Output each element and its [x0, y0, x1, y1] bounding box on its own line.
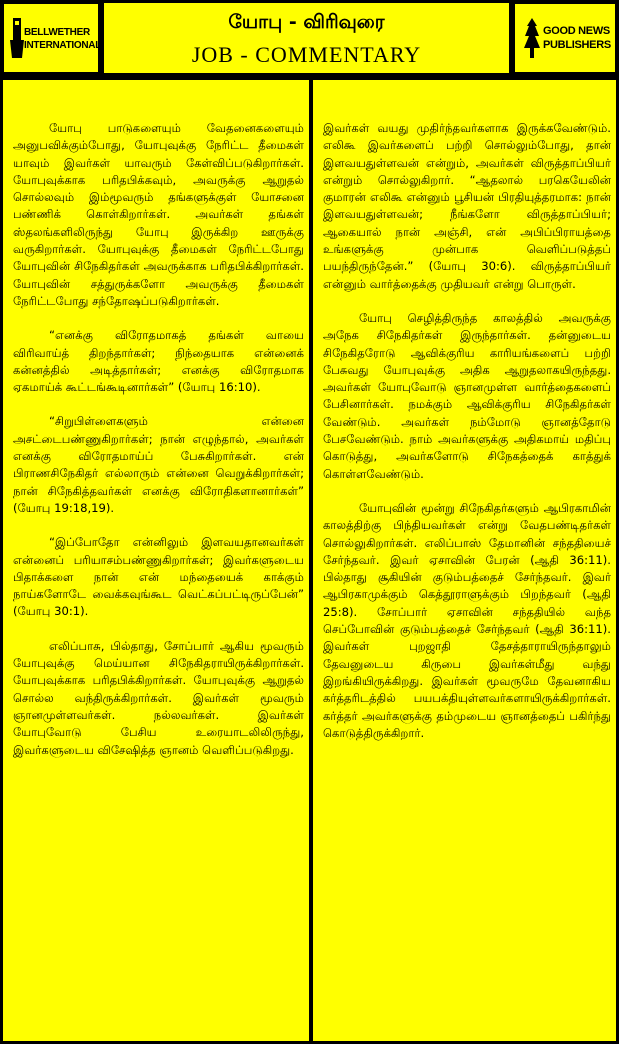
title-box [104, 3, 509, 73]
bellwether-logo [3, 3, 102, 73]
right-paragraph-2: யோபு செழித்திருந்த காலத்தில் அவருக்கு அநேக சிநேகிதர்கள் இருந்தார்கள். தன்னுடைய சிநேகிதரோடு ஆவிக்குரிய காரியங்களைப் பற்றி பேசுவது யோபுவுக்கு அதிக ஆறுதலாகயிருந்தது. அவர்கள் யோபுவோடு ஞானமுள்ள வார்த்தைகளைப் பேசினார்கள். நமக்கும் ஆவிக்குரிய சிநேகிதர்கள் வேண்டும். அவர்கள் நம்மோடு ஞானத்தோடு பேசவேண்டும். நாம் அவர்களுக்கு அதிகமாய் மதிப்பு கொடுத்து, அவர்களோடு சிநேகத்தைக் காத்துக் கொள்ளவேண்டும். [323, 310, 611, 481]
right-column [313, 80, 616, 1041]
left-paragraph-3: “சிறுபிள்ளைகளும் என்னை அசட்டைபண்ணுகிறார்கள்; நான் எழுந்தால், அவர்கள் எனக்கு விரோதமாய்ப் பேசுகிறார்கள். என் பிராணசிநேகிதர் எல்லாரும் என்னை வெறுக்கிறார்கள்; நான் சிநேகித்தவர்கள் எனக்கு விரோதிகளானார்கள்” (யோபு 19:18,19). [13, 414, 304, 515]
page-title-tamil: யோபு - விரிவுரை [228, 11, 385, 33]
good-news-line2: PUBLISHERS [543, 39, 611, 51]
right-paragraph-3: யோபுவின் மூன்று சிநேகிதர்களும் ஆபிரகாமின் காலத்திற்கு பிந்தியவர்கள் என்று வேதபண்டிதர்கள் சொல்லுகிறார்கள். எலிப்பாஸ் தேமானின் சந்ததியைச் சேர்ந்தவர். இவர் ஏசாவின் பேரன் (ஆதி 36:11). பில்தாது சூகியின் குடும்பத்தைச் சேர்ந்தவர். இவர் ஆபிரகாமுக்கும் கெத்தூராளுக்கும் பிறந்தவர் (ஆதி 25:8). சோப்பார் ஏசாவின் சந்ததியில் வந்த செப்போவின் குடும்பத்தைச் சேர்ந்தவர் (ஆதி 36:11). இவர்கள் புறஜாதி தேசத்தாராயிருந்தாலும் தேவனுடைய கிருபை இவர்கள்மீது வந்து இறங்கியிருக்கிறது. இவர்கள் மூவருமே தேவனாகிய கர்த்தரிடத்தில் பயபக்தியுள்ளவர்களாயிருக்கிறார்கள். கர்த்தர் அவர்களுக்கு தம்முடைய ஞானத்தைப் பகிர்ந்து கொடுத்திருக்கிறார். [323, 500, 611, 740]
good-news-logo [514, 3, 616, 73]
left-paragraph-5: எலிப்பாசு, பில்தாது, சோப்பார் ஆகிய மூவரும் யோபுவுக்கு மெய்யான சிநேகிதராயிருக்கிறார்கள். யோபுவுக்காக பரிதபிக்கிறார்கள். யோபுவுக்கு ஆறுதல் சொல்ல வந்திருக்கிறார்கள். இவர்கள் மூவரும் ஞானமுள்ளவர்கள். நல்லவர்கள். இவர்கள் யோபுவோடு பேசிய உரையாடலிலிருந்து, இவர்களுடைய விசேஷித்த ஞானம் வெளிப்படுகிறது. [13, 638, 304, 757]
left-paragraph-2: “எனக்கு விரோதமாகத் தங்கள் வாயை விரிவாய்த் திறந்தார்கள்; நிந்தையாக என்னைக் கன்னத்தில் அடித்தார்கள்; எனக்கு விரோதமாக ஏகமாய்க் கூட்டங்கூடினார்கள்” (யோபு 16:10). [13, 328, 304, 395]
good-news-logo-text [543, 24, 611, 52]
page-title-english: JOB - COMMENTARY [191, 42, 422, 67]
bellwether-line1: BELLWETHER [24, 27, 90, 38]
bellwether-icon [10, 18, 24, 58]
good-news-line1: GOOD NEWS [543, 25, 610, 37]
left-paragraph-4: “இப்போதோ என்னிலும் இளவயதானவர்கள் என்னைப் பரியாசம்பண்ணுகிறார்கள்; இவர்களுடைய பிதாக்களை நான் என் மந்தையைக் காக்கும் நாய்களோடே வைக்கவுங்கூட வெட்கப்பட்டிருப்பேன்” (யோபு 30:1). [13, 535, 304, 619]
left-paragraph-1: யோபு பாடுகளையும் வேதனைகளையும் அனுபவிக்கும்போது, யோபுவுக்கு நேரிட்ட தீமைகள் யாவும் இவர்கள் யாவரும் கேள்விப்படுகிறார்கள். யோபுவுக்காக பரிதபிக்கவும், அவருக்கு ஆறுதல் சொல்லவும் இம்மூவரும் தங்களுக்குள் யோசனை பண்ணிக் கொள்கிறார்கள். அவர்கள் தங்கள் ஸ்தலங்களிலிருந்து யோபு இருக்கிற ஊருக்கு வருகிறார்கள். யோபுவுக்கு தீமைகள் நேரிட்டபோது யோபுவின் சிநேகிதர்கள் அவருக்காக பரிதபிக்கிறார்கள். யோபுவின் சத்துருக்களோ அவருக்கு தீமைகள் நேரிட்டபோது சந்தோஷப்படுகிறார்கள். [13, 121, 304, 308]
bellwether-logo-text [24, 26, 101, 52]
header [3, 3, 616, 73]
bellwether-line2: INTERNATIONAL [24, 40, 102, 51]
right-paragraph-1: இவர்கள் வயது முதிர்ந்தவர்களாக இருக்கவேண்டும். எலிகூ இவர்களைப் பற்றி சொல்லும்போது, தான் இளவயதுள்ளவன் என்றும், அவர்கள் விருத்தாப்பியர் என்றும் சொல்லுகிறார். “ஆதலால் பரகெயேலின் குமாரன் எலிகூ என்னும் பூசியன் பிரதியுத்தரமாக: நான் இளவயதுள்ளவன்; நீங்களோ விருத்தாப்பியர்; ஆகையால் நான் அஞ்சி, என் அபிப்பிராயத்தை உங்களுக்கு முன்பாக வெளிப்படுத்தப் பயந்திருந்தேன்.” (யோபு 30:6). விருத்தாப்பியர் என்னும் வார்த்தைக்கு முதியவர் என்று பொருள். [323, 121, 611, 291]
good-news-icon [523, 18, 541, 58]
left-column [3, 80, 309, 1041]
